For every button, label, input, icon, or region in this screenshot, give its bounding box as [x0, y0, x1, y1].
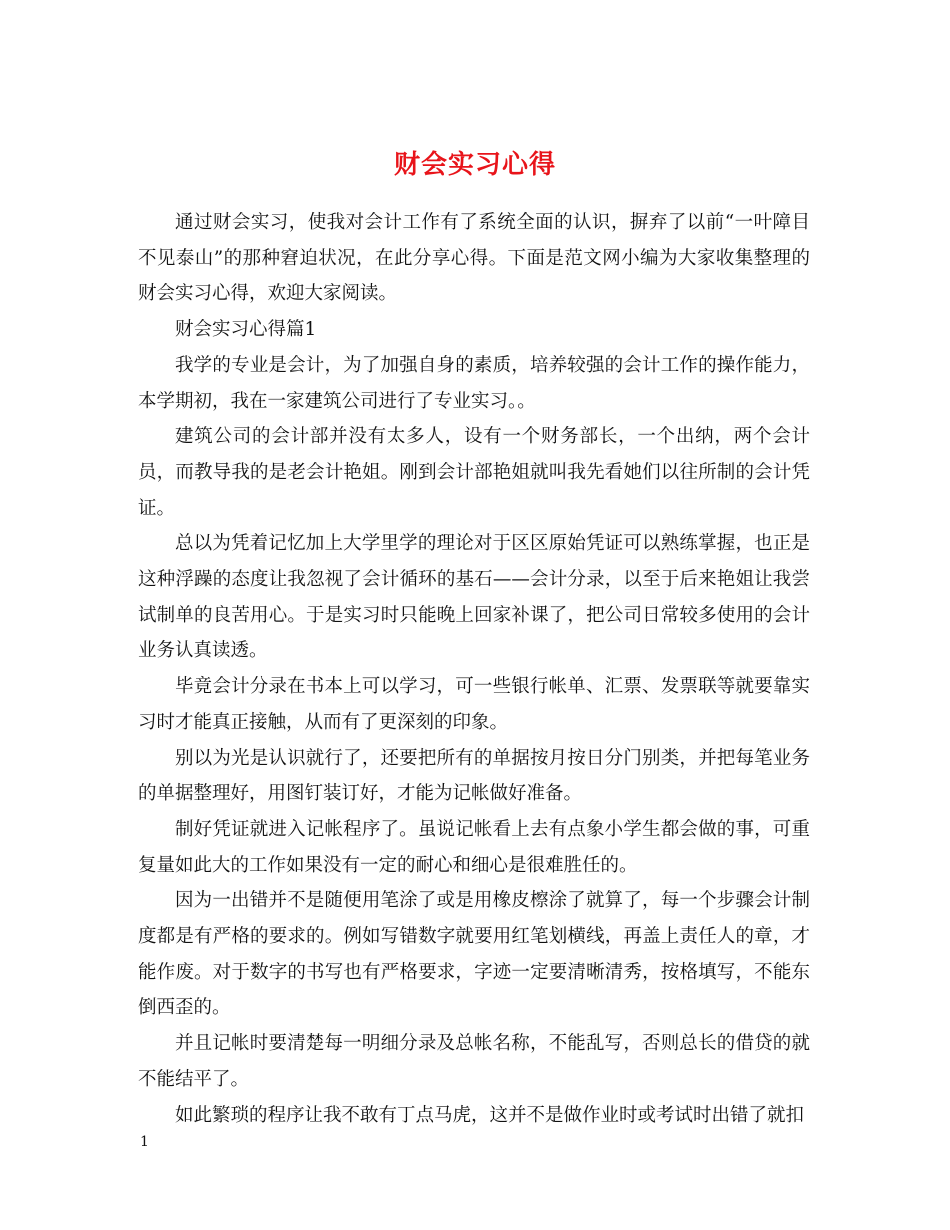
paragraph-intro: 通过财会实习，使我对会计工作有了系统全面的认识，摒弃了以前“一叶障目不见泰山”的那种窘迫状况，在此分享心得。下面是范文网小编为大家收集整理的财会实习心得，欢迎大家阅读。: [138, 212, 810, 305]
paragraph: 因为一出错并不是随便用笔涂了或是用橡皮檫涂了就算了，每一个步骤会计制度都是有严格的要求的。例如写错数字就要用红笔划横线，再盖上责任人的章，才能作废。对于数字的书写也有严格要求，字迹一定要清晰清秀，按格填写，不能东倒西歪的。: [138, 890, 810, 1019]
page-number: 1: [140, 1134, 149, 1150]
paragraph: 建筑公司的会计部并没有太多人，设有一个财务部长，一个出纳，两个会计员，而教导我的是老会计艳姐。刚到会计部艳姐就叫我先看她们以往所制的会计凭证。: [138, 426, 810, 519]
paragraph: 毕竟会计分录在书本上可以学习，可一些银行帐单、汇票、发票联等就要靠实习时才能真正接触，从而有了更深刻的印象。: [138, 676, 810, 733]
paragraph: 如此繁琐的程序让我不敢有丁点马虎，这并不是做作业时或考试时出错了就扣: [175, 1104, 805, 1126]
paragraph: 并且记帐时要清楚每一明细分录及总帐名称，不能乱写，否则总长的借贷的就不能结平了。: [138, 1033, 810, 1090]
document-body: [138, 205, 810, 1133]
paragraph: 制好凭证就进入记帐程序了。虽说记帐看上去有点象小学生都会做的事，可重复量如此大的工作如果没有一定的耐心和细心是很难胜任的。: [138, 818, 810, 876]
document-title: 财会实习心得: [393, 150, 556, 181]
paragraph: 我学的专业是会计，为了加强自身的素质，培养较强的会计工作的操作能力，本学期初，我在一家建筑公司进行了专业实习。。: [138, 354, 810, 412]
paragraph: 总以为凭着记忆加上大学里学的理论对于区区原始凭证可以熟练掌握，也正是这种浮躁的态度让我忽视了会计循环的基石——会计分录，以至于后来艳姐让我尝试制单的良苦用心。于是实习时只能晚上回家补课了，把公司日常较多使用的会计业务认真读透。: [138, 533, 810, 662]
paragraph: 别以为光是认识就行了，还要把所有的单据按月按日分门别类，并把每笔业务的单据整理好，用图钉装订好，才能为记帐做好准备。: [138, 747, 810, 805]
section-heading: 财会实习心得篇1: [175, 319, 317, 341]
